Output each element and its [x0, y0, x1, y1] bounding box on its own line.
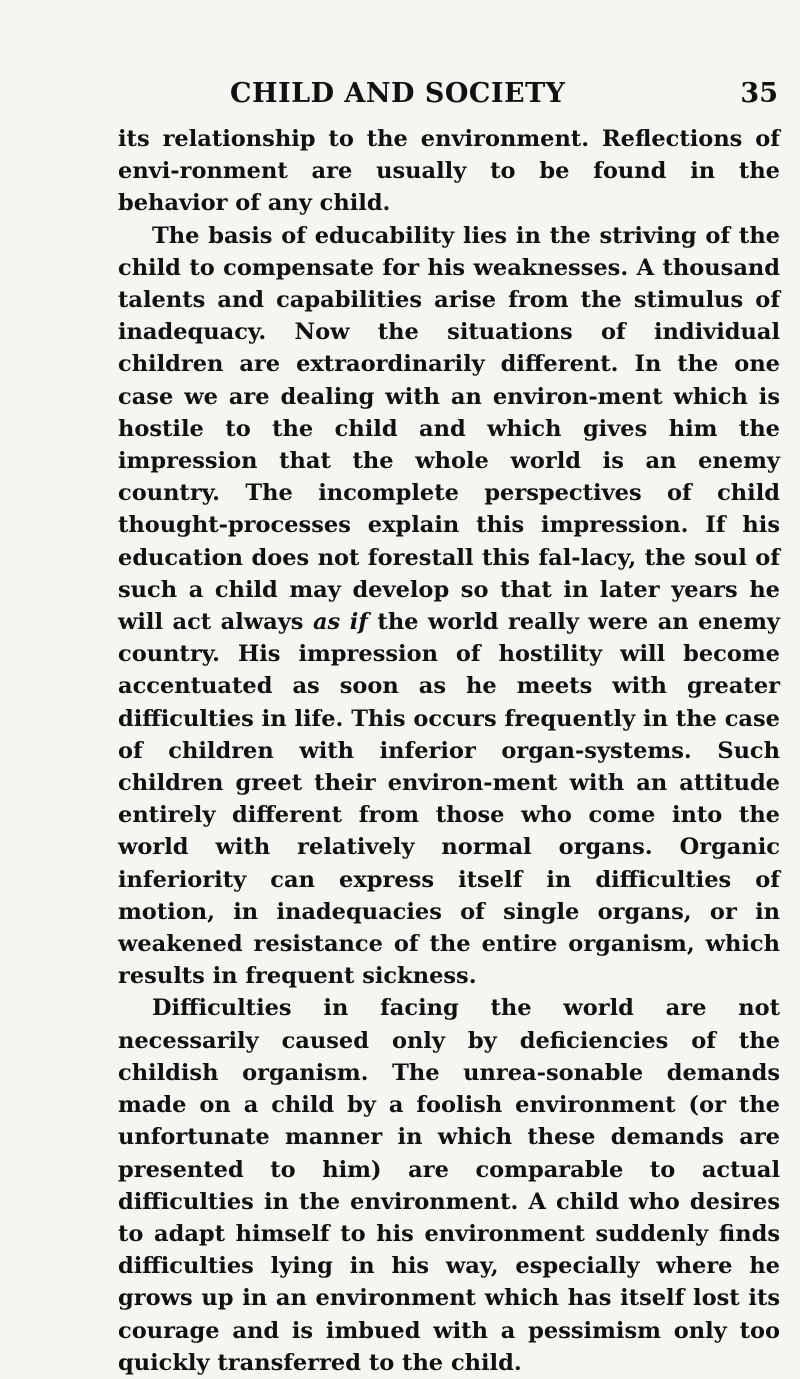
page-number: 35 — [740, 78, 778, 109]
running-head — [118, 74, 778, 114]
paragraph-difficulties: Difficulties in facing the world are not necessarily caused only by deficiencies of the childish organism. The unrea-sonable demands made on a child by a foolish environment (or the unfortunate manner in which these demands are presented to him) are comparable to actual difficulties in the environment. A child who desires to adapt himself to his environment suddenly finds difficulties lying in his way, especially where he grows up in an environment which has itself lost its courage and is imbued with a pessimism only too quickly transferred to the child. — [118, 995, 780, 1376]
body-text — [118, 123, 780, 1379]
paragraph-text-segment: the world really were an enemy country. His impression of hostility will become accentuated as soon as he meets with greater difficulties in life. This occurs frequently in the case of children with inferior organ-systems. Such children greet their environ-ment with an attitude entirely different from those who come into the world with relatively normal organs. Organic inferiority can express itself in difficulties of motion, in inadequacies of single organs, or in weakened resistance of the entire organism, which results in frequent sickness. — [118, 609, 781, 990]
paragraph-continuation: its relationship to the environment. Reflections of envi-ronment are usually to be found in the behavior of any child. — [118, 126, 780, 217]
paragraph-text-segment: The basis of educability lies in the striving of the child to compensate for his weaknesses. A thousand talents and capabilities arise from the stimulus of inadequacy. Now the situations of individual children are extraordinarily different. In the one case we are dealing with an environ-ment which is hostile to the child and which gives him the impression that the whole world is an enemy country. The incomplete perspectives of child thought-processes explain this impression. If his education does not forestall this fal-lacy, the soul of such a child may develop so that in later years he will act always — [118, 222, 780, 636]
paragraph-educability — [118, 220, 780, 993]
running-title: CHILD AND SOCIETY — [230, 78, 566, 109]
italic-phrase: as if — [312, 609, 368, 636]
